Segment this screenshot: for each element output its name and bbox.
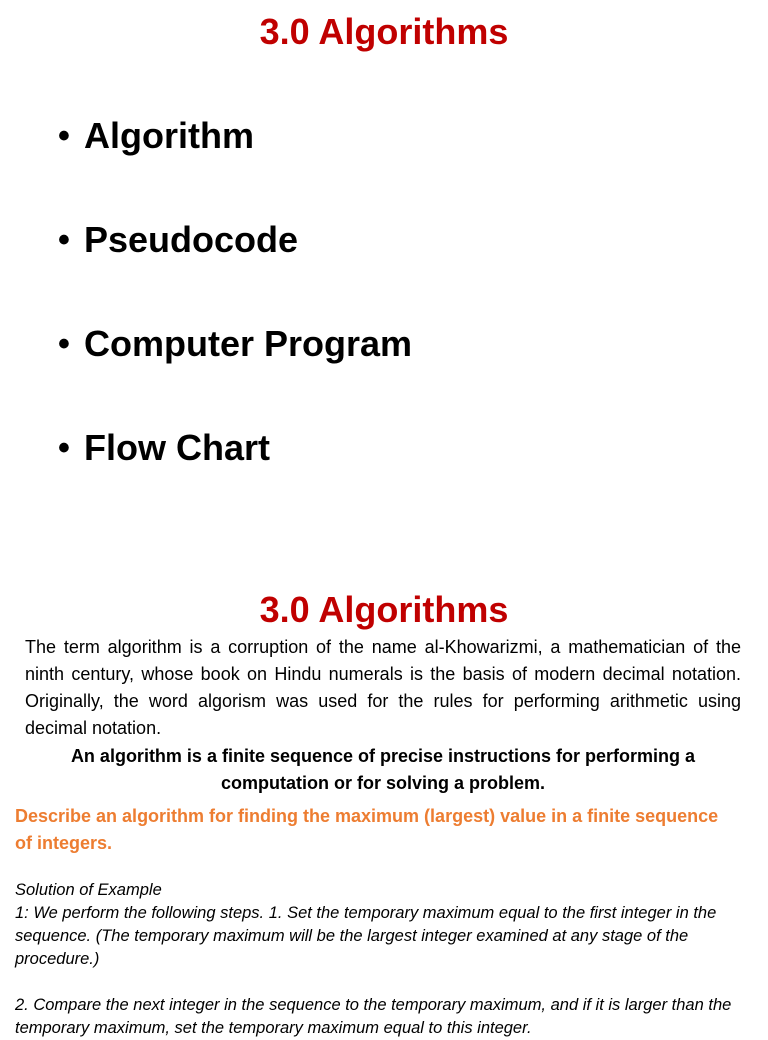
example-question: Describe an algorithm for finding the maximum (largest) value in a finite sequence of integers. xyxy=(15,806,719,853)
algorithm-definition: An algorithm is a finite sequence of precise instructions for performing a computation or for solving a problem. xyxy=(70,746,696,793)
bullet-item-pseudocode xyxy=(58,218,412,322)
bullet-label: Pseudocode xyxy=(84,219,299,260)
slide-2-title: 3.0 Algorithms xyxy=(259,589,509,630)
solution-step-1: 1: We perform the following steps. 1. Set the temporary maximum equal to the first integer in the sequence. (The temporary maximum will be the largest integer examined at any stage of the procedure.) xyxy=(15,904,717,968)
bullet-item-algorithm xyxy=(58,114,412,218)
spacer xyxy=(15,971,755,994)
bullet-label: Flow Chart xyxy=(84,427,270,468)
solution-block xyxy=(15,879,755,1040)
bullet-icon: • xyxy=(58,117,70,155)
bullet-icon: • xyxy=(58,325,70,363)
bullet-label: Computer Program xyxy=(84,323,413,364)
solution-step-2: 2. Compare the next integer in the sequence to the temporary maximum, and if it is larger than the temporary maximum, set the temporary maximum equal to this integer. xyxy=(15,996,732,1037)
bullet-item-flow-chart xyxy=(58,426,412,530)
bullet-item-computer-program xyxy=(58,322,412,426)
bullet-list xyxy=(58,114,412,530)
solution-heading: Solution of Example xyxy=(15,881,162,899)
intro-paragraph: The term algorithm is a corruption of the name al-Khowarizmi, a mathematician of the ninth century, whose book on Hindu numerals is the basis of modern decimal notation. Originally, the word algorism was used for the rules for performing arithmetic using decimal notation. xyxy=(25,637,741,738)
bullet-icon: • xyxy=(58,221,70,259)
bullet-icon: • xyxy=(58,429,70,467)
slide-1-title: 3.0 Algorithms xyxy=(259,11,509,52)
bullet-label: Algorithm xyxy=(84,115,254,156)
